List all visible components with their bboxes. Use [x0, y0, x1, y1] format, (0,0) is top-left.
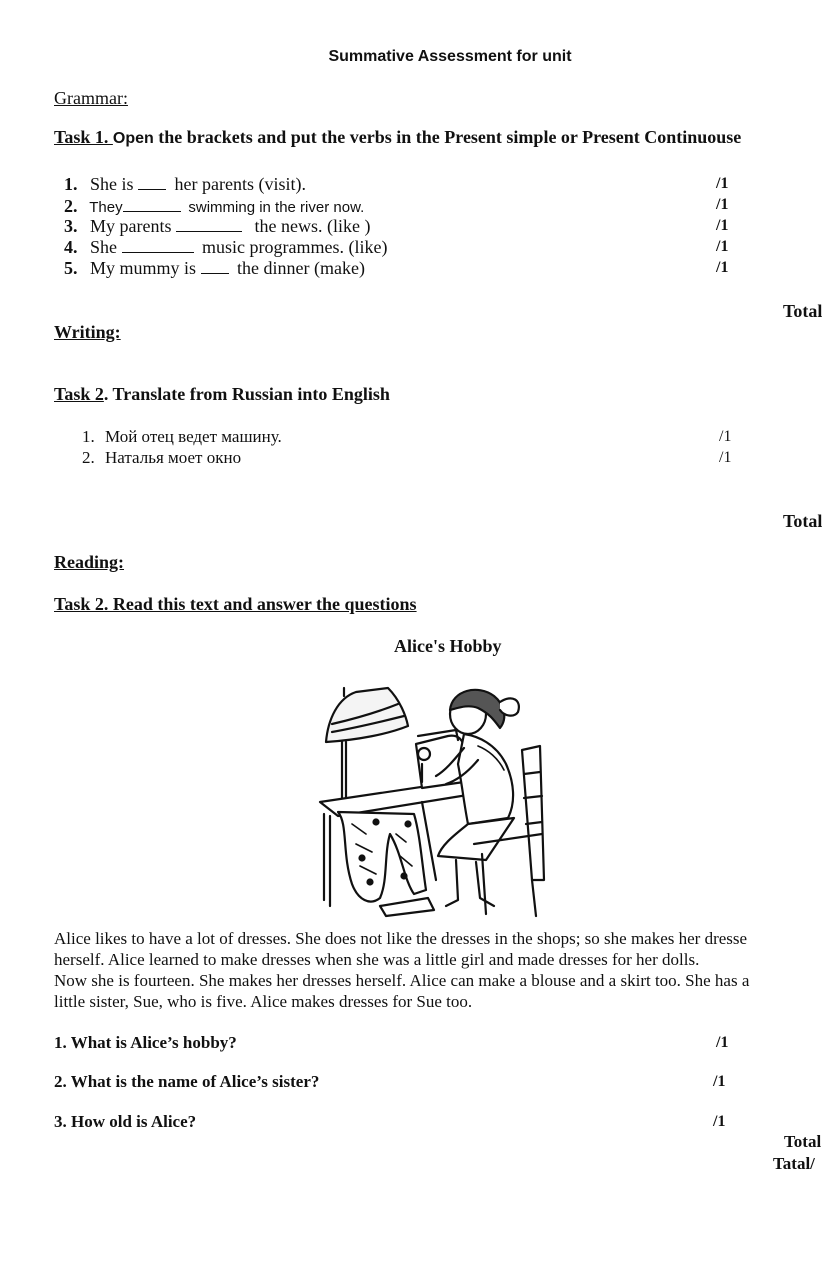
reading-heading: Reading: — [54, 552, 125, 572]
grammar-item-1 — [64, 174, 306, 195]
item-end: music programmes. (like) — [202, 237, 388, 257]
item-number: 2. — [82, 448, 95, 467]
item-number: 2. — [64, 196, 78, 216]
item-end: her parents (visit). — [174, 174, 306, 194]
grammar-total: Total — [783, 301, 822, 321]
grammar-item-3 — [64, 216, 370, 237]
question-score-2: /1 — [713, 1073, 726, 1090]
grammar-score-3: /1 — [716, 217, 729, 234]
item-start: My parents — [90, 216, 172, 236]
writing-score-1: /1 — [719, 428, 732, 445]
grammar-score-2: /1 — [716, 196, 729, 213]
task1-open-word: Open — [112, 130, 154, 147]
grammar-score-4: /1 — [716, 238, 729, 255]
question-score-1: /1 — [716, 1034, 729, 1051]
task2-label: Task 2 — [54, 384, 104, 404]
item-start: My mummy is — [90, 258, 197, 278]
paragraph-line: herself. Alice learned to make dresses when she was a little girl and made dresses for her dolls. — [54, 950, 700, 969]
grammar-item-2 — [64, 196, 364, 217]
answer-blank[interactable] — [176, 217, 242, 232]
writing-heading: Writing: — [54, 322, 121, 342]
item-end: swimming in the river now. — [188, 199, 365, 216]
paragraph-line: Now she is fourteen. She makes her dresses herself. Alice can make a blouse and a skirt too. She has a — [54, 971, 750, 990]
paragraph-line: Alice likes to have a lot of dresses. She does not like the dresses in the shops; so she makes her dresse — [54, 929, 748, 948]
answer-blank[interactable] — [122, 238, 194, 253]
grammar-score-5: /1 — [716, 259, 729, 276]
reading-task: Task 2. Read this text and answer the questions — [54, 594, 417, 614]
question-3: 3. How old is Alice? — [54, 1112, 197, 1131]
question-score-3: /1 — [713, 1113, 726, 1130]
paragraph-line: little sister, Sue, who is five. Alice makes dresses for Sue too. — [54, 992, 473, 1011]
task1-label: Task 1. — [54, 127, 113, 147]
item-number: 1. — [64, 174, 78, 194]
question-2: 2. What is the name of Alice’s sister? — [54, 1072, 320, 1091]
writing-total: Total — [783, 511, 822, 531]
item-start: She — [90, 237, 117, 257]
item-number: 4. — [64, 237, 78, 257]
writing-item-2 — [82, 448, 241, 468]
answer-blank[interactable] — [201, 259, 229, 274]
grand-total: Tatal/ — [773, 1154, 815, 1173]
answer-blank[interactable] — [138, 175, 166, 190]
item-number: 5. — [64, 258, 78, 278]
grammar-heading: Grammar: — [54, 88, 128, 108]
task1-text: the brackets and put the verbs in the Present simple or Present Continuouse — [153, 127, 742, 147]
task2-text: . Translate from Russian into English — [103, 384, 390, 404]
item-number: 1. — [82, 427, 95, 446]
task2-instruction — [54, 384, 390, 405]
grammar-score-1: /1 — [716, 175, 729, 192]
question-1: 1. What is Alice’s hobby? — [54, 1033, 237, 1052]
grammar-item-4 — [64, 237, 387, 258]
sewing-illustration — [318, 684, 588, 924]
task1-instruction — [54, 127, 741, 148]
story-paragraph — [54, 928, 749, 1012]
russian-sentence: Мой отец ведет машину. — [105, 427, 282, 446]
page-title: Summative Assessment for unit — [328, 48, 572, 65]
russian-sentence: Наталья моет окно — [105, 448, 242, 467]
writing-item-1 — [82, 427, 282, 447]
story-title: Alice's Hobby — [394, 636, 502, 656]
grammar-item-5 — [64, 258, 365, 279]
writing-score-2: /1 — [719, 449, 732, 466]
item-end: the news. (like ) — [254, 216, 371, 236]
item-end: the dinner (make) — [237, 258, 365, 278]
item-start: They — [89, 199, 123, 216]
reading-total: Total — [784, 1132, 822, 1151]
answer-blank[interactable] — [123, 197, 181, 212]
item-number: 3. — [64, 216, 78, 236]
item-start: She is — [90, 174, 134, 194]
